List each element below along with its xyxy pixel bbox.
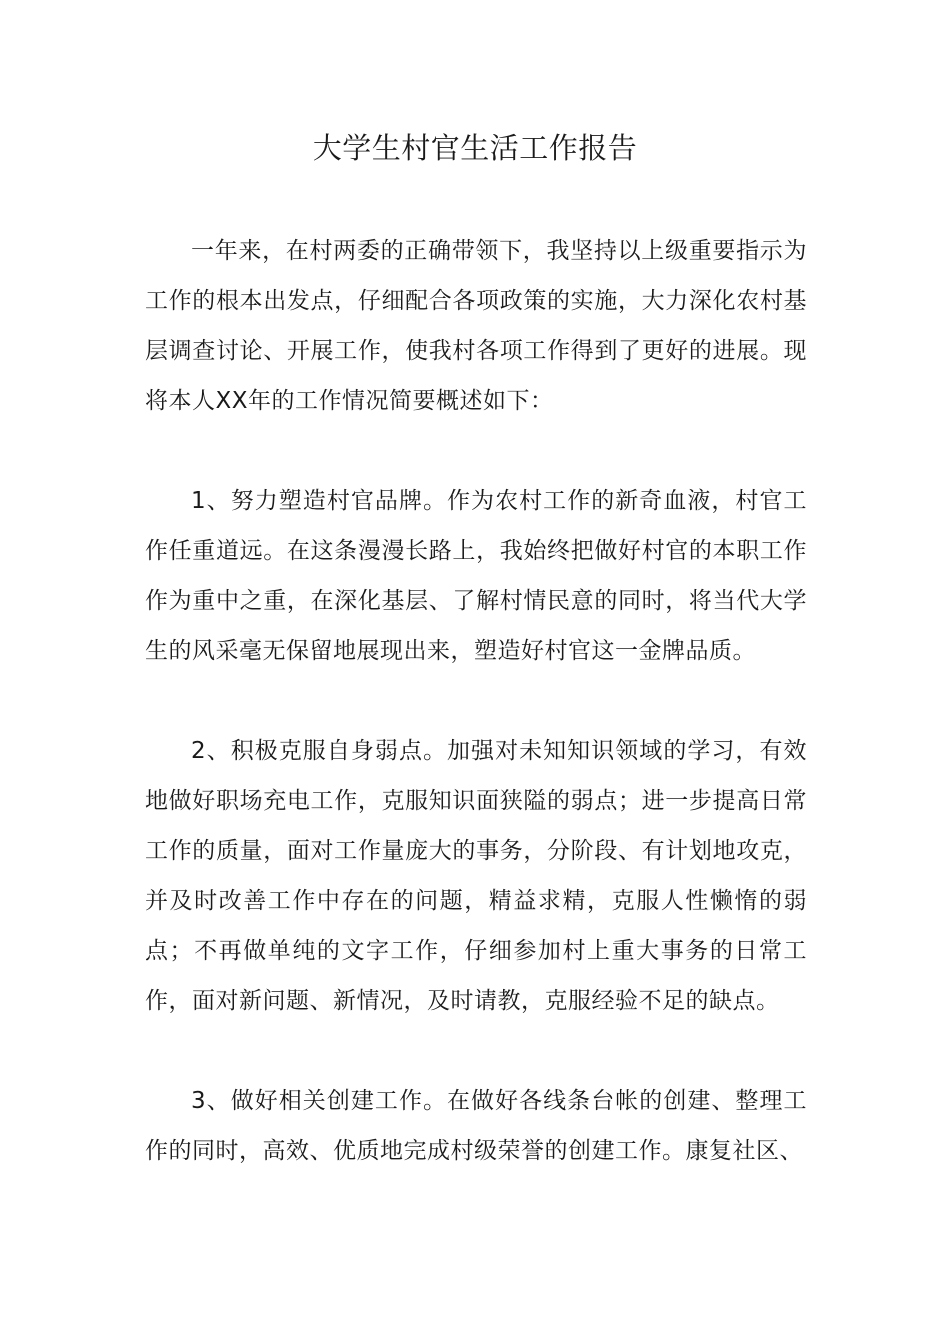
paragraph-1: 1、努力塑造村官品牌。作为农村工作的新奇血液，村官工作任重道远。在这条漫漫长路上，我始终把做好村官的本职工作作为重中之重，在深化基层、了解村情民意的同时，将当代大学生的风采毫无保留地展现出来，塑造好村官这一金牌品质。 (145, 488, 807, 664)
paragraph-3: 3、做好相关创建工作。在做好各线条台帐的创建、整理工作的同时，高效、优质地完成村级荣誉的创建工作。康复社区、 (145, 1088, 807, 1164)
document-title: 大学生村官生活工作报告 (312, 131, 638, 165)
paragraph-intro: 一年来，在村两委的正确带领下，我坚持以上级重要指示为工作的根本出发点，仔细配合各项政策的实施，大力深化农村基层调查讨论、开展工作，使我村各项工作得到了更好的进展。现将本人XX年的工作情况简要概述如下： (145, 238, 807, 414)
document-body (145, 226, 807, 1226)
paragraph-2: 2、积极克服自身弱点。加强对未知知识领域的学习，有效地做好职场充电工作，克服知识面狭隘的弱点；进一步提高日常工作的质量，面对工作量庞大的事务，分阶段、有计划地攻克，并及时改善工作中存在的问题，精益求精，克服人性懒惰的弱点；不再做单纯的文字工作，仔细参加村上重大事务的日常工作，面对新问题、新情况，及时请教，克服经验不足的缺点。 (145, 738, 807, 1014)
